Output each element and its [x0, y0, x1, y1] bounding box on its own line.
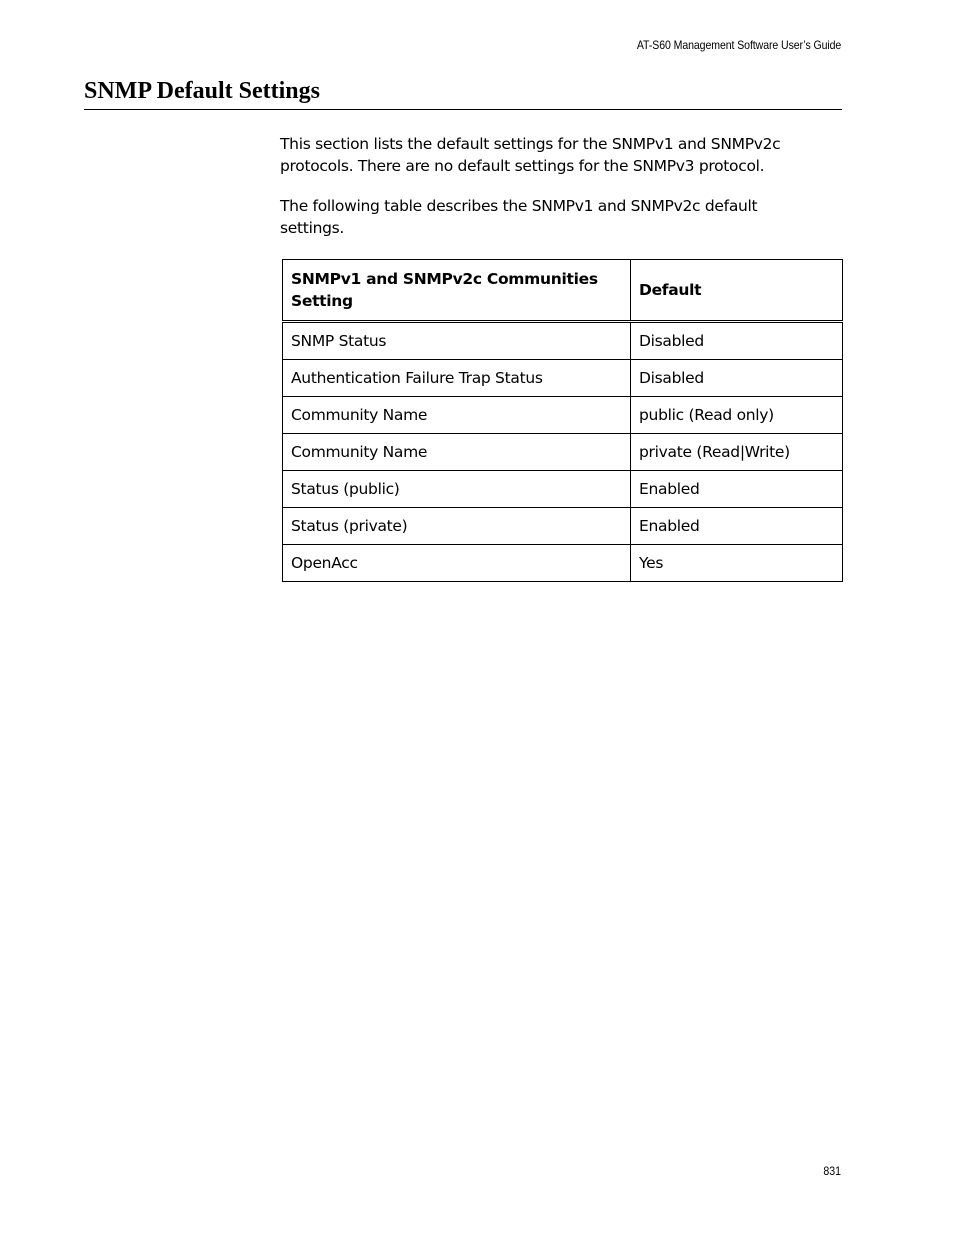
table-row	[283, 397, 843, 434]
setting-cell: Status (public)	[283, 471, 631, 508]
table-row	[283, 434, 843, 471]
table-row	[283, 360, 843, 397]
table-header-row	[283, 260, 843, 322]
section-title: SNMP Default Settings	[84, 78, 320, 104]
setting-cell: Status (private)	[283, 508, 631, 545]
table-intro-paragraph: The following table describes the SNMPv1 and SNMPv2c default settings.	[280, 197, 758, 237]
snmp-defaults-table	[282, 259, 843, 582]
setting-cell: SNMP Status	[283, 322, 631, 360]
table-row	[283, 508, 843, 545]
default-cell: Enabled	[631, 471, 843, 508]
intro-paragraph: This section lists the default settings for the SNMPv1 and SNMPv2c protocols. There are no default settings for the SNMPv3 protocol.	[280, 135, 781, 175]
running-header: AT-S60 Management Software User’s Guide	[636, 38, 841, 52]
table-row	[283, 471, 843, 508]
table-row	[283, 322, 843, 360]
setting-cell: Authentication Failure Trap Status	[283, 360, 631, 397]
default-cell: Enabled	[631, 508, 843, 545]
default-cell: private (Read|Write)	[631, 434, 843, 471]
default-cell: Disabled	[631, 322, 843, 360]
setting-cell: OpenAcc	[283, 545, 631, 582]
page-number: 831	[823, 1164, 841, 1178]
column-header-setting: SNMPv1 and SNMPv2c Communities Setting	[283, 260, 631, 322]
default-cell: Disabled	[631, 360, 843, 397]
title-rule	[84, 109, 842, 110]
default-cell: Yes	[631, 545, 843, 582]
setting-cell: Community Name	[283, 397, 631, 434]
default-cell: public (Read only)	[631, 397, 843, 434]
column-header-default: Default	[631, 260, 843, 322]
setting-cell: Community Name	[283, 434, 631, 471]
table-row	[283, 545, 843, 582]
